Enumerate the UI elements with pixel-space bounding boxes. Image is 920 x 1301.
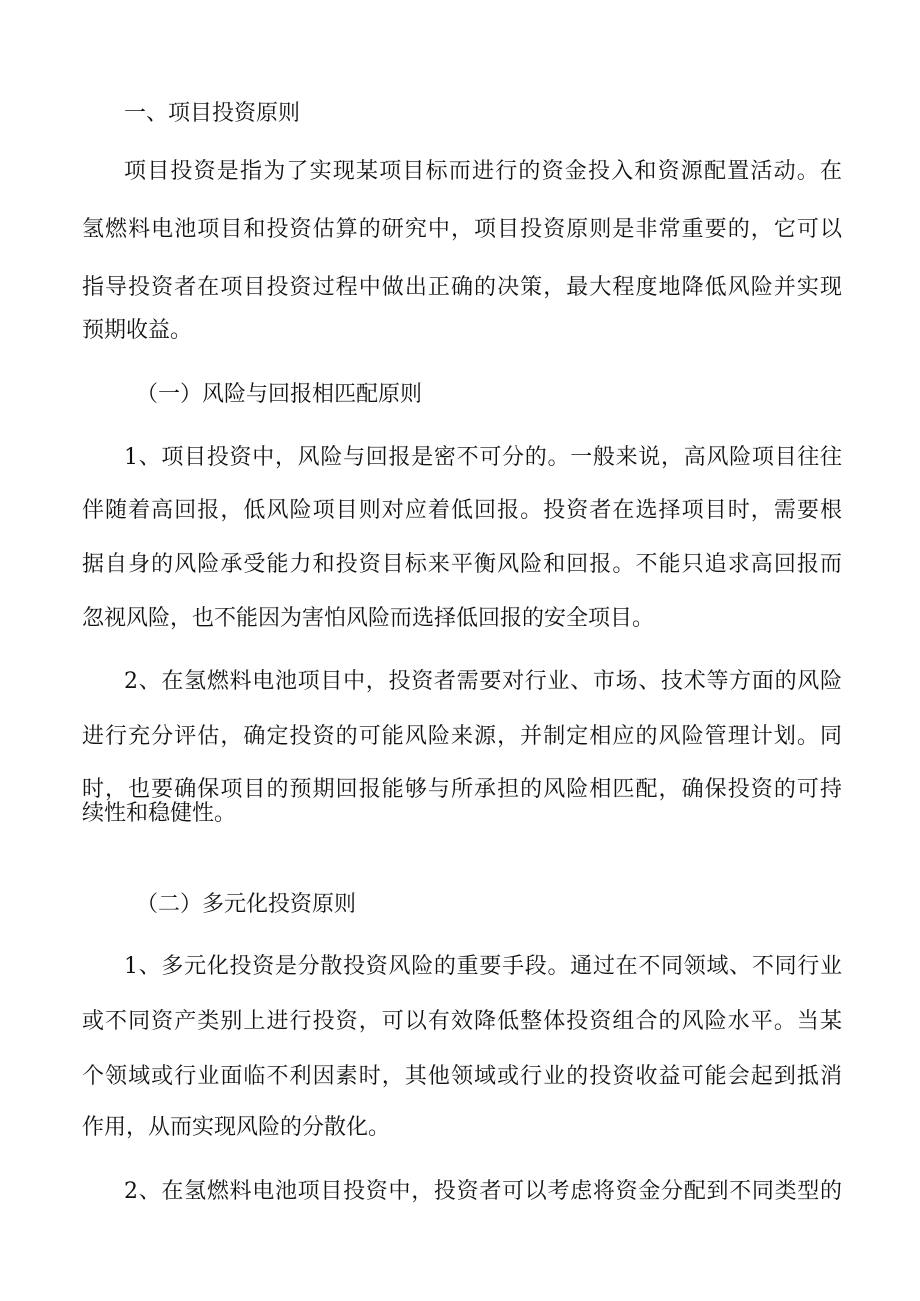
paragraph-line: 个领域或行业面临不利因素时，其他领域或行业的投资收益可能会起到抵消 — [82, 1064, 842, 1089]
paragraph-line: 或不同资产类别上进行投资，可以有效降低整体投资组合的风险水平。当某 — [82, 1009, 842, 1034]
paragraph-line: 进行充分评估，确定投资的可能风险来源，并制定相应的风险管理计划。同 — [82, 724, 842, 749]
paragraph-line: 1、项目投资中，风险与回报是密不可分的。一般来说，高风险项目往往 — [124, 445, 842, 470]
paragraph-line: 续性和稳健性。 — [82, 801, 237, 826]
paragraph-line: 氢燃料电池项目和投资估算的研究中，项目投资原则是非常重要的，它可以 — [82, 217, 842, 242]
paragraph-line: 预期收益。 — [82, 318, 193, 343]
paragraph-line: 2、在氢燃料电池项目中，投资者需要对行业、市场、技术等方面的风险 — [124, 669, 842, 694]
paragraph-line: 忽视风险，也不能因为害怕风险而选择低回报的安全项目。 — [82, 606, 655, 631]
subsection-heading: （二）多元化投资原则 — [136, 892, 357, 917]
paragraph-line: 作用，从而实现风险的分散化。 — [82, 1115, 391, 1140]
paragraph-line: 伴随着高回报，低风险项目则对应着低回报。投资者在选择项目时，需要根 — [82, 498, 842, 523]
subsection-heading: （一）风险与回报相匹配原则 — [136, 382, 423, 407]
paragraph-line: 1、多元化投资是分散投资风险的重要手段。通过在不同领域、不同行业 — [124, 954, 842, 979]
paragraph-line: 2、在氢燃料电池项目投资中，投资者可以考虑将资金分配到不同类型的 — [124, 1179, 842, 1204]
paragraph-line: 项目投资是指为了实现某项目标而进行的资金投入和资源配置活动。在 — [124, 159, 842, 184]
section-heading: 一、项目投资原则 — [124, 101, 301, 126]
paragraph-line: 时，也要确保项目的预期回报能够与所承担的风险相匹配，确保投资的可持 — [82, 777, 842, 802]
paragraph-line: 据自身的风险承受能力和投资目标来平衡风险和回报。不能只追求高回报而 — [82, 552, 842, 577]
paragraph-line: 指导投资者在项目投资过程中做出正确的决策，最大程度地降低风险并实现 — [82, 275, 842, 300]
